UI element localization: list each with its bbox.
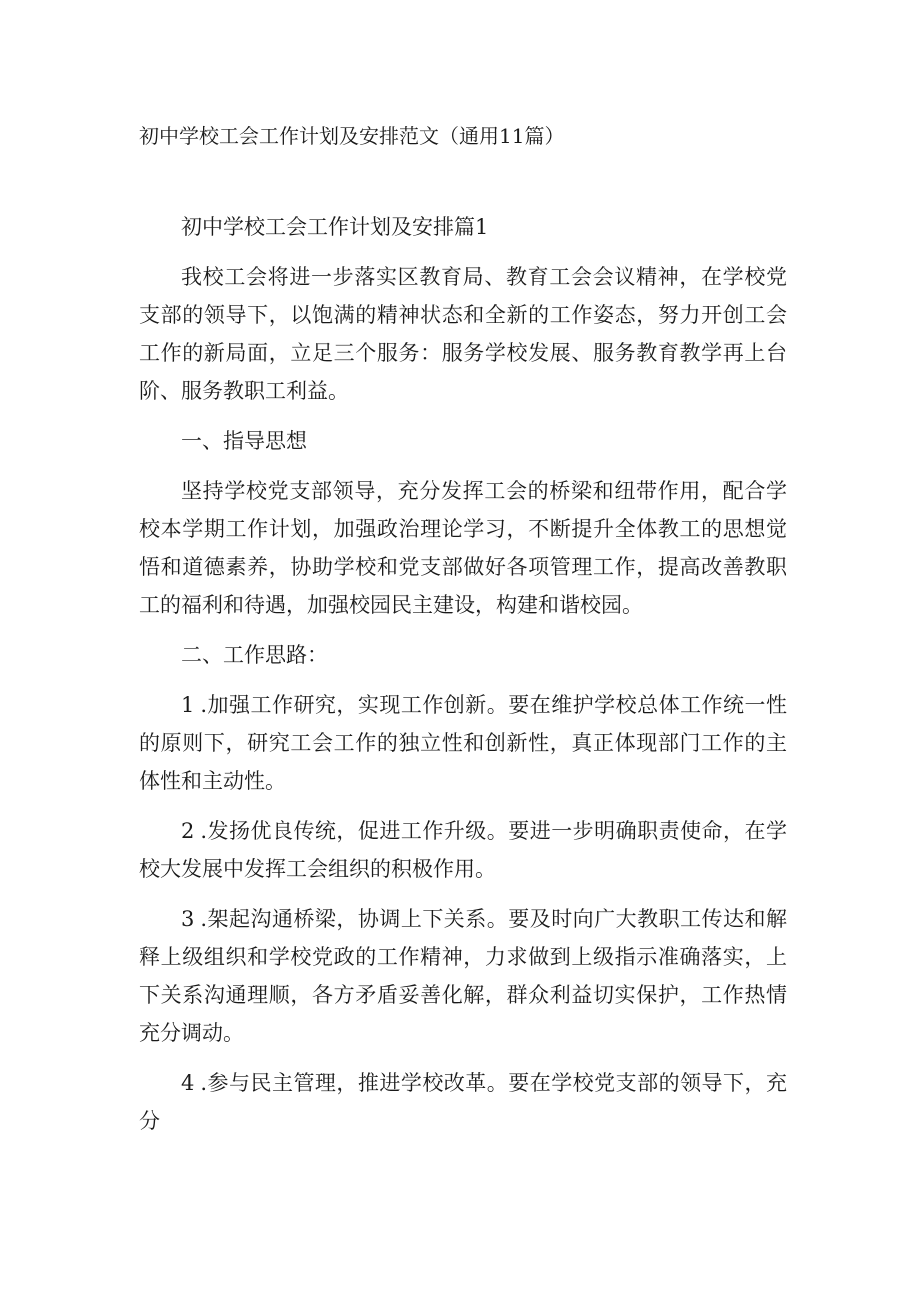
list-item-text: .架起沟通桥梁，协调上下关系。要及时向广大教职工传达和解释上级组织和学校党政的工作精神，力求做到上级指示准确落实，上下关系沟通理顺，各方矛盾妥善化解，群众利益切实保护，工作热情充分调动。 (139, 907, 787, 1045)
guiding-paragraph: 坚持学校党支部领导，充分发挥工会的桥梁和纽带作用，配合学校本学期工作计划，加强政治理论学习，不断提升全体教工的思想觉悟和道德素养，协助学校和党支部做好各项管理工作，提高改善教职工的福利和待遇，加强校园民主建设，构建和谐校园。 (139, 479, 787, 617)
list-item (139, 812, 787, 888)
list-item-number: 1 (181, 693, 201, 717)
list-item-number: 2 (181, 819, 201, 843)
document-body (139, 208, 787, 1152)
ideas-heading: 二、工作思路： (181, 643, 328, 667)
section-heading: 初中学校工会工作计划及安排篇1 (181, 215, 489, 239)
list-item-number: 4 (181, 1071, 201, 1095)
list-item (139, 900, 787, 1052)
list-item-text: .参与民主管理，推进学校改革。要在学校党支部的领导下，充分 (139, 1071, 787, 1133)
list-item-text: .发扬优良传统，促进工作升级。要进一步明确职责使命，在学校大发展中发挥工会组织的积极作用。 (139, 819, 787, 881)
intro-paragraph: 我校工会将进一步落实区教育局、教育工会会议精神，在学校党支部的领导下，以饱满的精神状态和全新的工作姿态，努力开创工会工作的新局面，立足三个服务：服务学校发展、服务教育教学再上台阶、服务教职工利益。 (139, 265, 787, 403)
document-title: 初中学校工会工作计划及安排范文（通用11篇） (139, 124, 565, 148)
list-item-text: .加强工作研究，实现工作创新。要在维护学校总体工作统一性的原则下，研究工会工作的独立性和创新性，真正体现部门工作的主体性和主动性。 (139, 693, 787, 793)
list-item-number: 3 (181, 907, 201, 931)
guiding-heading: 一、指导思想 (181, 429, 307, 453)
list-item (139, 686, 787, 800)
list-item (139, 1064, 787, 1140)
